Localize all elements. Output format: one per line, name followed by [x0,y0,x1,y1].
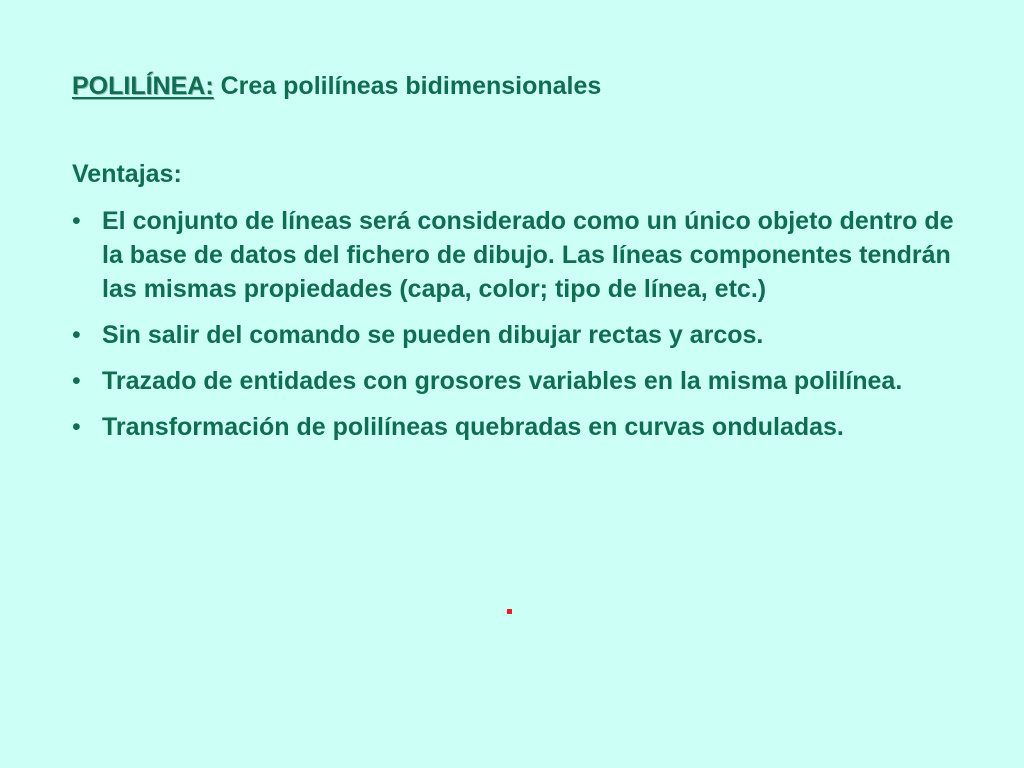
list-item [72,204,972,306]
bullet-icon: • [72,413,81,441]
list-item-text: Trazado de entidades con grosores variables en la misma polilínea. [102,367,903,395]
bullet-icon: • [72,321,81,349]
section-heading: Ventajas: [72,160,182,188]
bullet-icon: • [72,207,81,235]
list-item [72,364,972,398]
list-item [72,318,972,352]
list-item-text: Transformación de polilíneas quebradas en curvas onduladas. [102,413,844,441]
advantages-list [72,204,972,456]
bullet-icon: • [72,367,81,395]
list-item-text: El conjunto de líneas será considerado como un único objeto dentro de la base de datos del fichero de dibujo. Las líneas componentes tendrán las mismas propiedades (capa, color; tipo de línea, etc.) [102,207,954,303]
slide-title [72,70,601,102]
title-keyword: POLILÍNEA: [72,72,214,100]
red-dot-marker [507,609,512,614]
title-description: Crea polilíneas bidimensionales [213,72,602,100]
list-item [72,410,972,444]
list-item-text: Sin salir del comando se pueden dibujar rectas y arcos. [102,321,764,349]
